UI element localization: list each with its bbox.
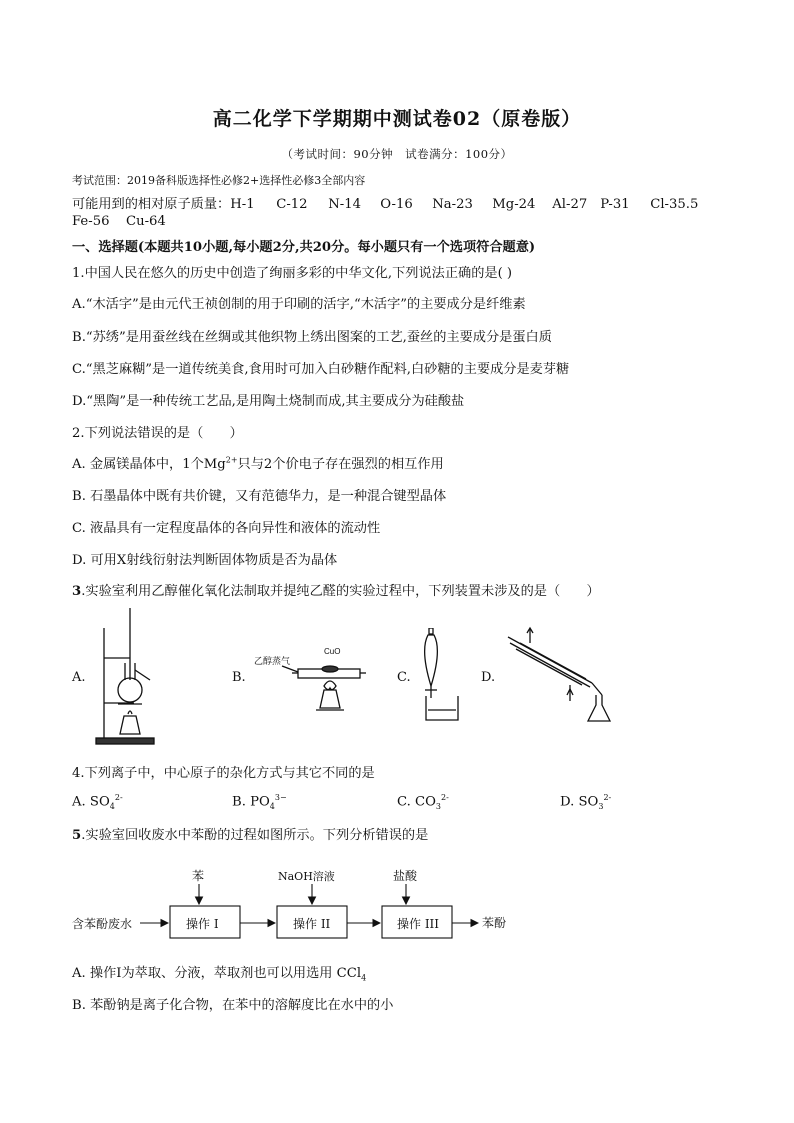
reagent-benzene: 苯 (192, 869, 205, 883)
page-title: 高二化学下学期期中测试卷02（原卷版） (212, 108, 582, 130)
apparatus-c-label: C. (397, 670, 411, 685)
question-5-option-a (72, 962, 366, 983)
charge-superscript: 2- (603, 793, 612, 802)
ethanol-vapor-label: 乙醇蒸气 (254, 656, 291, 666)
atomic-mass: Cu-64 (126, 214, 166, 229)
question-1-option-c: C.“黑芝麻糊”是一道传统美食,食用时可加入白砂糖作配料,白砂糖的主要成分是麦芽糖 (72, 362, 570, 377)
question-1-option-a: A.“木活字”是由元代王祯创制的用于印刷的活字,“木活字”的主要成分是纤维素 (72, 297, 526, 312)
exam-scope: 考试范围：2019备科版选择性必修2+选择性必修3全部内容 (72, 174, 366, 187)
question-2-option-a (72, 453, 444, 472)
apparatus-d-label: D. (481, 670, 496, 685)
question-2-option-c: C. 液晶具有一定程度晶体的各向异性和液体的流动性 (72, 521, 381, 536)
subscript: 4 (109, 802, 115, 812)
section-heading: 一、选择题(本题共10小题,每小题2分,共20分。每小题只有一个选项符合题意) (72, 240, 536, 255)
subscript: 4 (361, 973, 367, 983)
cuo-tube-apparatus-illustration (252, 642, 367, 718)
apparatus-a-label: A. (72, 670, 86, 685)
flow-input-label: 含苯酚废水 (72, 917, 133, 931)
question-5-option-b: B. 苯酚钠是离子化合物，在苯中的溶解度比在水中的小 (72, 998, 394, 1013)
atomic-mass: O-16 (380, 197, 413, 212)
question-1-stem: 1.中国人民在悠久的历史中创造了绚丽多彩的中华文化,下列说法正确的是( ) (72, 266, 513, 281)
atomic-mass: Fe-56 (72, 214, 110, 229)
atomic-mass: P-31 (600, 197, 630, 212)
charge-superscript: 2- (441, 793, 449, 802)
apparatus-b-label: B. (232, 670, 246, 685)
atomic-mass: C-12 (276, 197, 308, 212)
condenser-apparatus-illustration (500, 625, 615, 725)
phenol-recovery-flowchart (72, 860, 532, 944)
question-2-stem: 2.下列说法错误的是（ ） (72, 426, 243, 441)
option-text: A. SO (72, 794, 110, 810)
atomic-mass: H-1 (230, 197, 255, 212)
stem-text: .实验室利用乙醇催化氧化法制取并提纯乙醛的实验过程中，下列装置未涉及的是（ ） (81, 584, 600, 599)
option-text: 只与2个价电子存在强烈的相互作用 (237, 457, 444, 472)
question-number: 3 (72, 584, 82, 599)
flow-output-label: 苯酚 (482, 916, 507, 930)
question-4-option-a (72, 793, 123, 811)
question-1-option-b: B.“苏绣”是用蚕丝线在丝绸或其他织物上绣出图案的工艺,蚕丝的主要成分是蛋白质 (72, 330, 552, 345)
flow-step-3: 操作 III (397, 917, 440, 931)
question-3-stem (72, 580, 600, 599)
distillation-apparatus-illustration (92, 608, 162, 748)
option-text: C. CO (397, 794, 436, 810)
question-4-option-c (397, 793, 449, 811)
subscript: 3 (435, 802, 441, 812)
option-text: A. 操作I为萃取、分液，萃取剂也可以用选用 CCl (72, 966, 362, 981)
reagent-hcl: 盐酸 (393, 869, 418, 883)
atomic-mass-row-1 (72, 193, 698, 212)
question-4-stem: 4.下列离子中，中心原子的杂化方式与其它不同的是 (72, 766, 375, 781)
option-text: A. 金属镁晶体中，1个Mg (72, 457, 226, 472)
cuo-label: CuO (324, 647, 341, 656)
question-2-option-d: D. 可用X射线衍射法判断固体物质是否为晶体 (72, 553, 338, 568)
charge-superscript: 3− (274, 793, 287, 802)
flow-step-2: 操作 II (293, 917, 331, 931)
question-2-option-b: B. 石墨晶体中既有共价键，又有范德华力，是一种混合键型晶体 (72, 489, 447, 504)
charge-superscript: 2+ (225, 455, 238, 465)
reagent-naoh: NaOH溶液 (278, 870, 335, 883)
stem-text: .实验室回收废水中苯酚的过程如图所示。下列分析错误的是 (81, 828, 429, 843)
atomic-mass: N-14 (328, 197, 362, 212)
atomic-mass-label: 可能用到的相对原子质量： (72, 197, 231, 212)
subscript: 3 (598, 802, 604, 812)
atomic-mass: Mg-24 (492, 197, 536, 212)
atomic-mass: Na-23 (432, 197, 473, 212)
option-text: B. PO (232, 794, 270, 810)
subscript: 4 (269, 802, 275, 812)
atomic-mass: Cl-35.5 (650, 197, 699, 212)
exam-info: （考试时间：90分钟 试卷满分：100分） (281, 147, 513, 161)
option-text: D. SO (560, 794, 599, 810)
question-5-stem (72, 824, 428, 843)
charge-superscript: 2- (114, 793, 123, 802)
atomic-mass: Al-27 (552, 197, 588, 212)
separatory-funnel-illustration (418, 628, 468, 724)
question-4-option-b (232, 793, 287, 811)
question-4-option-d (560, 793, 611, 811)
atomic-mass-row-2 (72, 214, 166, 229)
question-number: 5 (72, 828, 82, 843)
flow-step-1: 操作 I (186, 917, 219, 931)
question-1-option-d: D.“黑陶”是一种传统工艺品,是用陶土烧制而成,其主要成分为硅酸盐 (72, 394, 465, 409)
